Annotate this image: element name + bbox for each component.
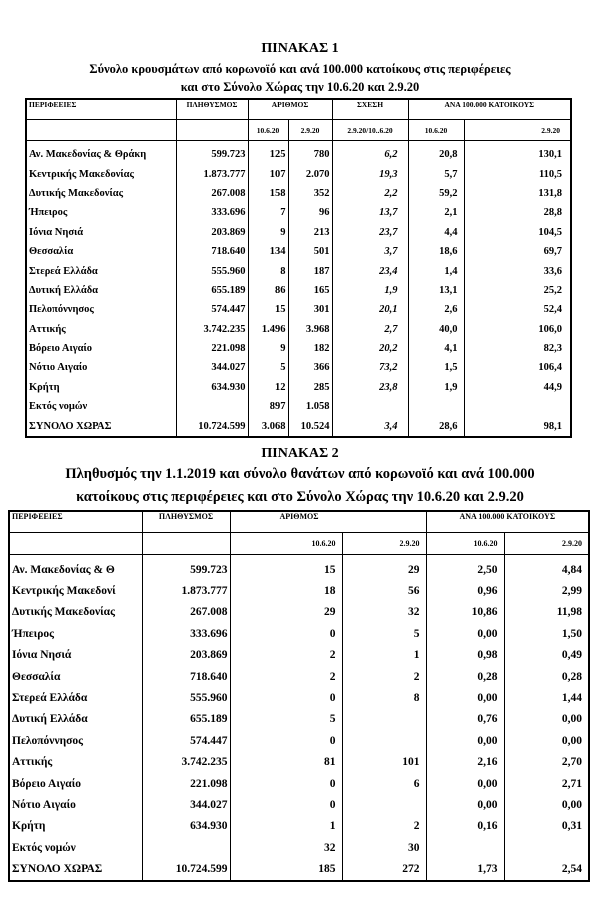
ratio-cell: 19,3 [332,164,408,183]
population-cell: 10.724.599 [142,858,230,880]
count-cell: 18 [230,580,342,601]
region-cell: Στερεά Ελλάδα [9,687,142,708]
header-date-3: 10.6.20 [408,120,464,141]
per100k-cell: 2,50 [426,559,504,580]
region-cell: Θεσσαλία [9,666,142,687]
count-cell [342,794,426,815]
table-row [9,773,589,794]
per100k-cell: 1,73 [426,858,504,880]
per100k-cell: 18,6 [408,242,464,261]
region-cell: Κρήτη [26,378,176,397]
population-cell: 333.696 [142,623,230,644]
population-cell: 1.873.777 [142,580,230,601]
population-cell: 344.027 [176,358,248,377]
population-cell: 634.930 [142,816,230,837]
per100k-cell: 10,86 [426,602,504,623]
count-cell: 0 [230,730,342,751]
ratio-cell: 2,2 [332,184,408,203]
header-population: ΠΛΗΘΥΣΜΟΣ [176,99,248,120]
ratio-cell: 2,7 [332,320,408,339]
count-cell: 1.058 [288,397,332,416]
count-cell: 30 [342,837,426,858]
per100k-cell: 40,0 [408,320,464,339]
header-region: ΠΕΡΙΦΕΕΙΕΣ [26,99,176,120]
count-cell: 15 [248,300,288,319]
header-population: ΠΛΗΘΥΣΜΟΣ [142,511,230,533]
per100k-cell: 5,7 [408,164,464,183]
region-cell: Δυτική Ελλάδα [9,709,142,730]
table2-heading: ΠΙΝΑΚΑΣ 2 [261,446,339,461]
header-blank [9,533,142,555]
region-cell: Αττικής [9,752,142,773]
table-row [26,184,571,203]
count-cell: 1 [230,816,342,837]
table-row [26,416,571,436]
header-date-1: 10.6.20 [230,533,342,555]
per100k-cell: 25,2 [464,281,571,300]
count-cell: 96 [288,203,332,222]
count-cell: 5 [230,709,342,730]
ratio-cell: 1,9 [332,281,408,300]
per100k-cell: 1,44 [504,687,589,708]
per100k-cell: 0,28 [426,666,504,687]
per100k-cell: 28,8 [464,203,571,222]
count-cell: 6 [342,773,426,794]
per100k-cell: 2,70 [504,752,589,773]
count-cell: 10.524 [288,416,332,436]
region-cell: Βόρειο Αιγαίο [26,339,176,358]
per100k-cell: 0,98 [426,645,504,666]
count-cell: 2 [230,666,342,687]
table-row [9,837,589,858]
population-cell: 599.723 [142,559,230,580]
table-row [26,203,571,222]
table2-subtitle-line2: κατοίκους στις περιφέρειες και στο Σύνολο Χώρας την 10.6.20 και 2.9.20 [76,489,524,505]
ratio-cell [332,397,408,416]
count-cell: 1.496 [248,320,288,339]
count-cell: 125 [248,145,288,164]
ratio-cell: 73,2 [332,358,408,377]
count-cell: 0 [230,794,342,815]
region-cell: Βόρειο Αιγαίο [9,773,142,794]
region-cell: Ήπειρος [26,203,176,222]
count-cell: 158 [248,184,288,203]
count-cell: 8 [248,261,288,280]
count-cell: 107 [248,164,288,183]
ratio-cell: 20,1 [332,300,408,319]
population-cell: 10.724.599 [176,416,248,436]
ratio-cell: 13,7 [332,203,408,222]
header-blank [26,120,176,141]
table-row [9,666,589,687]
per100k-cell [464,397,571,416]
count-cell: 182 [288,339,332,358]
population-cell: 634.930 [176,378,248,397]
table-row [9,794,589,815]
table-row [9,752,589,773]
region-cell: ΣΥΝΟΛΟ ΧΩΡΑΣ [9,858,142,880]
population-cell: 1.873.777 [176,164,248,183]
region-cell: Αττικής [26,320,176,339]
table-row [26,281,571,300]
population-cell: 718.640 [176,242,248,261]
per100k-cell: 2,16 [426,752,504,773]
count-cell: 101 [342,752,426,773]
population-cell [142,837,230,858]
table-row [26,358,571,377]
header-count: ΑΡΙΘΜΟΣ [248,99,332,120]
ratio-cell: 6,2 [332,145,408,164]
count-cell: 32 [230,837,342,858]
count-cell: 301 [288,300,332,319]
per100k-cell: 20,8 [408,145,464,164]
count-cell: 9 [248,339,288,358]
per100k-cell [504,837,589,858]
per100k-cell: 0,00 [504,794,589,815]
population-cell: 3.742.235 [176,320,248,339]
count-cell: 187 [288,261,332,280]
region-cell: Πελοπόννησος [9,730,142,751]
table-row [26,397,571,416]
ratio-cell: 23,7 [332,223,408,242]
header-date-2: 2.9.20 [288,120,332,141]
per100k-cell: 2,54 [504,858,589,880]
per100k-cell: 0,49 [504,645,589,666]
count-cell: 15 [230,559,342,580]
table-row [9,687,589,708]
population-cell: 599.723 [176,145,248,164]
header-date-2: 2.9.20 [342,533,426,555]
header-date-4: 2.9.20 [504,533,589,555]
per100k-cell: 0,00 [426,730,504,751]
table-row [9,645,589,666]
count-cell [342,709,426,730]
per100k-cell: 11,98 [504,602,589,623]
count-cell: 134 [248,242,288,261]
population-cell: 203.869 [142,645,230,666]
per100k-cell: 98,1 [464,416,571,436]
count-cell: 501 [288,242,332,261]
count-cell: 5 [342,623,426,644]
population-cell: 267.008 [176,184,248,203]
ratio-cell: 23,4 [332,261,408,280]
per100k-cell: 2,99 [504,580,589,601]
per100k-cell: 52,4 [464,300,571,319]
population-cell: 555.960 [142,687,230,708]
header-per100k: ΑΝΑ 100.000 ΚΑΤΟΙΚΟΥΣ [426,511,589,533]
table-row [26,320,571,339]
count-cell: 7 [248,203,288,222]
count-cell: 897 [248,397,288,416]
per100k-cell: 0,28 [504,666,589,687]
per100k-cell: 0,00 [426,794,504,815]
count-cell: 29 [230,602,342,623]
per100k-cell: 0,76 [426,709,504,730]
count-cell: 86 [248,281,288,300]
table-row [26,223,571,242]
cases-table [25,98,572,438]
region-cell: Πελοπόννησος [26,300,176,319]
per100k-cell: 0,00 [426,623,504,644]
region-cell: Ιόνια Νησιά [9,645,142,666]
table-row [26,164,571,183]
header-date-4: 2.9.20 [464,120,571,141]
count-cell: 9 [248,223,288,242]
count-cell: 780 [288,145,332,164]
population-cell: 221.098 [142,773,230,794]
region-cell: Θεσσαλία [26,242,176,261]
per100k-cell: 82,3 [464,339,571,358]
per100k-cell: 13,1 [408,281,464,300]
population-cell [176,397,248,416]
table1-subtitle-line1: Σύνολο κρουσμάτων από κορωνοϊό και ανά 100.000 κατοίκους στις περιφέρειες [89,62,511,76]
region-cell: Νότιο Αιγαίο [9,794,142,815]
per100k-cell: 131,8 [464,184,571,203]
count-cell: 5 [248,358,288,377]
count-cell: 366 [288,358,332,377]
per100k-cell: 0,96 [426,580,504,601]
per100k-cell: 28,6 [408,416,464,436]
region-cell: Νότιο Αιγαίο [26,358,176,377]
count-cell: 0 [230,623,342,644]
per100k-cell: 1,5 [408,358,464,377]
count-cell: 2 [230,645,342,666]
population-cell: 344.027 [142,794,230,815]
per100k-cell: 106,4 [464,358,571,377]
table-row [26,378,571,397]
count-cell: 285 [288,378,332,397]
header-ratio: ΣΧΕΣΗ [332,99,408,120]
region-cell: Αν. Μακεδονίας & Θ [9,559,142,580]
population-cell: 555.960 [176,261,248,280]
table-row [9,559,589,580]
per100k-cell: 1,50 [504,623,589,644]
table-row [26,261,571,280]
per100k-cell: 69,7 [464,242,571,261]
table-row [9,730,589,751]
ratio-cell: 3,7 [332,242,408,261]
region-cell: Δυτικής Μακεδονίας [9,602,142,623]
count-cell: 3.968 [288,320,332,339]
per100k-cell: 0,00 [504,709,589,730]
per100k-cell: 0,00 [426,687,504,708]
table-row [26,242,571,261]
per100k-cell: 4,84 [504,559,589,580]
per100k-cell: 0,16 [426,816,504,837]
population-cell: 333.696 [176,203,248,222]
count-cell: 185 [230,858,342,880]
region-cell: Κρήτη [9,816,142,837]
table-row [9,816,589,837]
table1-heading: ΠΙΝΑΚΑΣ 1 [261,41,339,56]
deaths-table [8,510,590,882]
count-cell: 165 [288,281,332,300]
count-cell: 2 [342,666,426,687]
region-cell: Δυτική Ελλάδα [26,281,176,300]
table-row [9,580,589,601]
count-cell: 1 [342,645,426,666]
per100k-cell: 110,5 [464,164,571,183]
population-cell: 203.869 [176,223,248,242]
count-cell: 0 [230,773,342,794]
table-row [26,145,571,164]
population-cell: 655.189 [142,709,230,730]
count-cell: 32 [342,602,426,623]
ratio-cell: 23,8 [332,378,408,397]
count-cell: 29 [342,559,426,580]
per100k-cell: 104,5 [464,223,571,242]
header-count: ΑΡΙΘΜΟΣ [230,511,426,533]
count-cell: 12 [248,378,288,397]
ratio-cell: 3,4 [332,416,408,436]
per100k-cell: 2,6 [408,300,464,319]
per100k-cell: 0,31 [504,816,589,837]
per100k-cell: 0,00 [504,730,589,751]
region-cell: Κεντρικής Μακεδονίας [26,164,176,183]
per100k-cell: 4,4 [408,223,464,242]
header-region: ΠΕΡΙΦΕΕΙΕΣ [9,511,142,533]
header-blank [142,533,230,555]
count-cell: 2.070 [288,164,332,183]
region-cell: Αν. Μακεδονίας & Θράκη [26,145,176,164]
region-cell: ΣΥΝΟΛΟ ΧΩΡΑΣ [26,416,176,436]
table-row [9,602,589,623]
table-row [9,623,589,644]
count-cell: 0 [230,687,342,708]
population-cell: 221.098 [176,339,248,358]
region-cell: Ήπειρος [9,623,142,644]
per100k-cell: 2,1 [408,203,464,222]
header-blank [176,120,248,141]
per100k-cell [426,837,504,858]
table2-subtitle-line1: Πληθυσμός την 1.1.2019 και σύνολο θανάτων από κορωνοϊό και ανά 100.000 [65,466,535,482]
region-cell: Εκτός νομών [26,397,176,416]
count-cell: 56 [342,580,426,601]
population-cell: 574.447 [142,730,230,751]
per100k-cell: 1,9 [408,378,464,397]
per100k-cell: 2,71 [504,773,589,794]
count-cell: 8 [342,687,426,708]
header-per100k: ΑΝΑ 100.000 ΚΑΤΟΙΚΟΥΣ [408,99,571,120]
table-row [26,339,571,358]
per100k-cell [408,397,464,416]
per100k-cell: 1,4 [408,261,464,280]
per100k-cell: 106,0 [464,320,571,339]
table1-subtitle-line2: και στο Σύνολο Χώρας την 10.6.20 και 2.9.20 [180,80,420,94]
ratio-cell: 20,2 [332,339,408,358]
count-cell: 2 [342,816,426,837]
table-row [9,858,589,880]
count-cell: 81 [230,752,342,773]
region-cell: Ιόνια Νησιά [26,223,176,242]
population-cell: 718.640 [142,666,230,687]
table-row [26,300,571,319]
header-date-3: 10.6.20 [426,533,504,555]
count-cell: 3.068 [248,416,288,436]
per100k-cell: 130,1 [464,145,571,164]
count-cell [342,730,426,751]
count-cell: 272 [342,858,426,880]
population-cell: 574.447 [176,300,248,319]
per100k-cell: 0,00 [426,773,504,794]
count-cell: 213 [288,223,332,242]
per100k-cell: 33,6 [464,261,571,280]
count-cell: 352 [288,184,332,203]
region-cell: Δυτικής Μακεδονίας [26,184,176,203]
population-cell: 3.742.235 [142,752,230,773]
region-cell: Εκτός νομών [9,837,142,858]
population-cell: 655.189 [176,281,248,300]
region-cell: Στερεά Ελλάδα [26,261,176,280]
region-cell: Κεντρικής Μακεδονί [9,580,142,601]
population-cell: 267.008 [142,602,230,623]
header-ratio-sub: 2.9.20/10..6.20 [332,120,408,141]
per100k-cell: 4,1 [408,339,464,358]
table-row [9,709,589,730]
per100k-cell: 44,9 [464,378,571,397]
header-date-1: 10.6.20 [248,120,288,141]
per100k-cell: 59,2 [408,184,464,203]
